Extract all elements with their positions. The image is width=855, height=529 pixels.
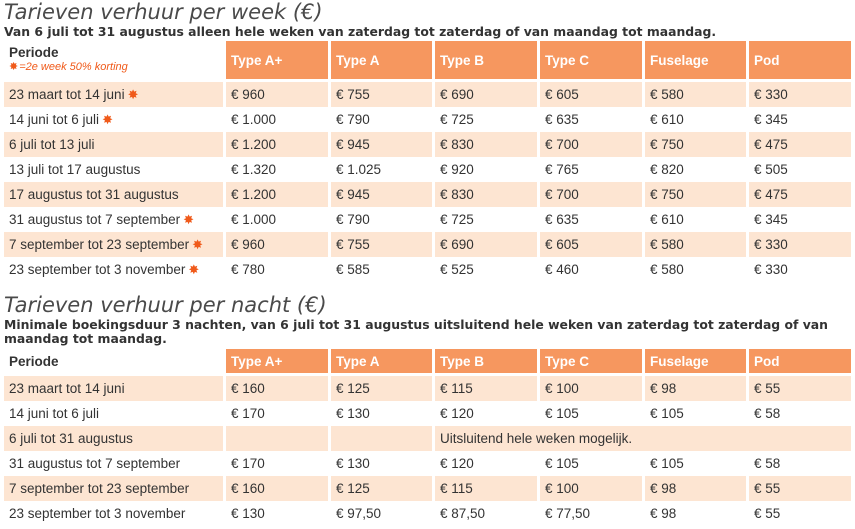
period-cell [4,257,223,282]
period-label: 6 juli tot 13 juli [9,137,95,152]
price-cell: € 125 [328,476,432,501]
period-label: 23 maart tot 14 juni [9,87,125,102]
price-cell: € 98 [642,476,746,501]
table-row [4,401,851,426]
price-cell: € 55 [746,501,851,526]
price-cell: € 100 [537,476,642,501]
price-cell: € 725 [432,107,537,132]
price-cell: € 690 [432,232,537,257]
price-cell: € 58 [746,451,851,476]
week-price-table [4,41,851,282]
period-label: 7 september tot 23 september [9,237,190,252]
price-cell: € 1.025 [328,157,432,182]
period-cell [4,476,223,501]
price-cell: € 610 [642,207,746,232]
price-cell: € 920 [432,157,537,182]
price-cell: € 330 [746,257,851,282]
week-column-header: Pod [746,41,851,82]
price-cell: € 130 [223,501,328,526]
price-cell: € 170 [223,401,328,426]
price-cell: € 580 [642,232,746,257]
price-cell: € 345 [746,207,851,232]
price-cell: € 580 [642,82,746,107]
night-column-header: Fuselage [642,349,746,376]
price-cell: € 160 [223,476,328,501]
price-cell: € 1.320 [223,157,328,182]
period-label: 17 augustus tot 31 augustus [9,187,179,202]
week-column-header: Type A+ [223,41,328,82]
spacer-cell [328,426,432,451]
table-row [4,207,851,232]
price-cell: € 475 [746,182,851,207]
price-cell: € 960 [223,82,328,107]
price-cell: € 87,50 [432,501,537,526]
period-label: 23 september tot 3 november [9,262,186,277]
price-cell: € 525 [432,257,537,282]
period-cell [4,501,223,526]
price-cell: € 105 [537,401,642,426]
night-column-header: Type B [432,349,537,376]
price-cell: € 120 [432,451,537,476]
period-label: 13 juli tot 17 augustus [9,162,141,177]
table-row [4,501,851,526]
price-cell: € 790 [328,107,432,132]
period-cell [4,232,223,257]
price-cell: € 105 [642,401,746,426]
price-cell: € 125 [328,376,432,401]
price-cell: € 100 [537,376,642,401]
price-cell: € 77,50 [537,501,642,526]
week-column-header: Type A [328,41,432,82]
table-row [4,451,851,476]
price-cell: € 580 [642,257,746,282]
period-label: 23 maart tot 14 juni [9,381,125,396]
price-cell: € 725 [432,207,537,232]
period-label: 7 september tot 23 september [9,481,190,496]
week-column-header: Type C [537,41,642,82]
merged-note-cell: Uitsluitend hele weken mogelijk. [432,426,851,451]
night-price-table [4,349,851,526]
period-cell [4,426,223,451]
week-column-header: Type B [432,41,537,82]
period-label: 14 juni tot 6 juli [9,112,100,127]
period-label: 31 augustus tot 7 september [9,456,181,471]
table-row [4,476,851,501]
price-cell: € 97,50 [328,501,432,526]
starburst-icon: ✸ [9,61,19,73]
price-cell: € 585 [328,257,432,282]
table-row [4,182,851,207]
price-cell: € 635 [537,107,642,132]
price-cell: € 1.000 [223,107,328,132]
price-cell: € 170 [223,451,328,476]
spacer-cell [223,426,328,451]
week-column-header: Fuselage [642,41,746,82]
table-row [4,426,851,451]
price-cell: € 830 [432,182,537,207]
price-cell: € 330 [746,82,851,107]
price-cell: € 55 [746,476,851,501]
table-row [4,257,851,282]
price-cell: € 820 [642,157,746,182]
price-cell: € 605 [537,82,642,107]
discount-note-text: =2e week 50% korting [19,61,128,73]
price-cell: € 130 [328,451,432,476]
period-cell [4,182,223,207]
table-row [4,376,851,401]
starburst-icon: ✸ [102,112,113,127]
price-cell: € 690 [432,82,537,107]
night-title: Tarieven verhuur per nacht (€) [4,293,327,317]
price-cell: € 460 [537,257,642,282]
night-period-header: Periode [4,349,223,376]
price-cell: € 610 [642,107,746,132]
price-cell: € 700 [537,132,642,157]
night-column-header: Type A+ [223,349,328,376]
price-cell: € 755 [328,232,432,257]
table-row [4,82,851,107]
price-cell: € 115 [432,476,537,501]
price-cell: € 98 [642,376,746,401]
night-column-header: Type A [328,349,432,376]
starburst-icon: ✸ [127,87,139,102]
price-cell: € 105 [537,451,642,476]
price-cell: € 55 [746,376,851,401]
price-cell: € 130 [328,401,432,426]
price-cell: € 635 [537,207,642,232]
price-cell: € 475 [746,132,851,157]
period-label: 14 juni tot 6 juli [9,406,100,421]
period-cell [4,132,223,157]
period-cell [4,451,223,476]
starburst-icon: ✸ [192,237,204,252]
price-cell: € 700 [537,182,642,207]
price-cell: € 605 [537,232,642,257]
period-label: 6 juli tot 31 augustus [9,431,133,446]
price-cell: € 345 [746,107,851,132]
night-column-header: Type C [537,349,642,376]
table-row [4,107,851,132]
period-cell [4,376,223,401]
starburst-icon: ✸ [183,212,195,227]
price-cell: € 750 [642,182,746,207]
week-period-header-cell [4,41,223,82]
price-cell: € 160 [223,376,328,401]
price-cell: € 330 [746,232,851,257]
period-cell [4,157,223,182]
period-cell [4,107,223,132]
starburst-icon: ✸ [188,262,200,277]
week-title: Tarieven verhuur per week (€) [4,0,323,24]
price-cell: € 1.200 [223,132,328,157]
period-cell [4,207,223,232]
price-cell: € 98 [642,501,746,526]
table-row [4,157,851,182]
table-row [4,132,851,157]
period-cell [4,82,223,107]
week-subtitle: Van 6 juli tot 31 augustus alleen hele weken van zaterdag tot zaterdag of van maandag tot maandag. [4,24,717,39]
price-cell: € 780 [223,257,328,282]
night-column-header: Pod [746,349,851,376]
price-cell: € 1.000 [223,207,328,232]
price-cell: € 960 [223,232,328,257]
night-subtitle: Minimale boekingsduur 3 nachten, van 6 juli tot 31 augustus uitsluitend hele weken van zaterdag tot zaterdag of van maandag tot maandag. [4,317,828,346]
price-cell: € 945 [328,182,432,207]
price-cell: € 105 [642,451,746,476]
price-cell: € 58 [746,401,851,426]
price-cell: € 755 [328,82,432,107]
price-cell: € 830 [432,132,537,157]
price-cell: € 1.200 [223,182,328,207]
price-cell: € 115 [432,376,537,401]
period-label: 23 september tot 3 november [9,506,186,521]
price-cell: € 945 [328,132,432,157]
week-period-header: Periode [9,45,59,60]
price-cell: € 750 [642,132,746,157]
price-cell: € 790 [328,207,432,232]
price-cell: € 505 [746,157,851,182]
price-cell: € 765 [537,157,642,182]
price-cell: € 120 [432,401,537,426]
table-row [4,232,851,257]
period-label: 31 augustus tot 7 september [9,212,181,227]
discount-note [9,60,223,75]
period-cell [4,401,223,426]
